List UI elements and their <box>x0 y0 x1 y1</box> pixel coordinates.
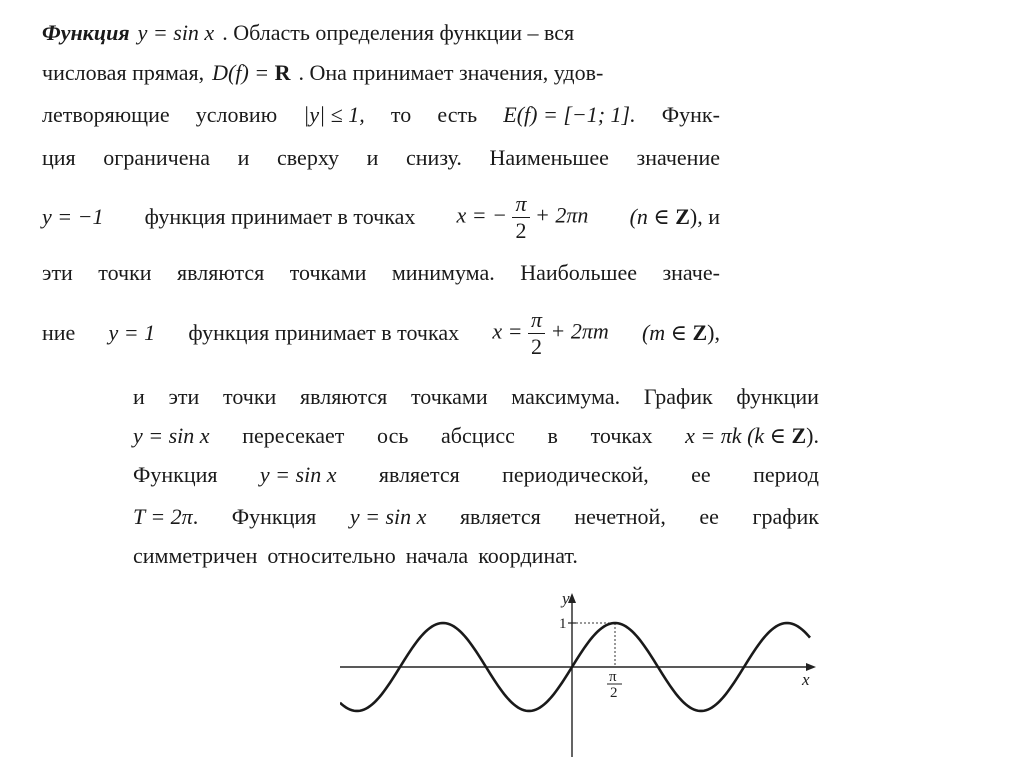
formula-y-sin-x: y = sin x <box>133 423 210 448</box>
y-tick-label: 1 <box>559 616 567 632</box>
p1-line-2 <box>42 58 720 88</box>
symbol-Z: Z <box>675 204 690 229</box>
formula-period: T = 2π <box>133 504 193 529</box>
formula-y-min: y = −1 <box>42 204 104 229</box>
text: функция принимает в точках <box>144 204 416 229</box>
word: ее <box>699 504 719 529</box>
word: относительно <box>267 543 396 568</box>
word: График <box>643 384 713 409</box>
word: симметричен <box>133 543 258 568</box>
fraction-denominator: 2 <box>515 217 527 243</box>
p1-line-6 <box>42 258 720 288</box>
formula-x-eq-minus: x = − <box>456 202 507 228</box>
text: ), и <box>689 204 720 229</box>
word: эти <box>42 260 73 285</box>
p1-line-7 <box>42 302 720 364</box>
formula-range: E(f) = [−1; 1]. <box>503 102 636 127</box>
p1-line-4 <box>42 143 720 173</box>
formula-m-in: (m ∈ <box>641 320 693 345</box>
word: Наибольшее <box>520 260 637 285</box>
sine-graph-svg <box>340 585 824 760</box>
formula-abs-y: |y| ≤ 1, <box>303 102 365 127</box>
fraction-denominator: 2 <box>530 333 542 359</box>
word: Функ- <box>661 102 720 127</box>
formula-y-sin-x: y = sin x <box>259 462 337 487</box>
word: Наименьшее <box>489 145 609 170</box>
x-axis-label: x <box>802 670 810 689</box>
word: точках <box>590 423 653 448</box>
symbol-Z: Z <box>692 320 708 345</box>
word: является <box>459 504 541 529</box>
formula-x-pik: x = πk (k ∈ <box>685 423 792 448</box>
word: значение <box>636 145 720 170</box>
p2-line-4 <box>133 502 819 532</box>
text: ), <box>707 320 720 345</box>
word: Функция <box>231 504 317 529</box>
word: периодической, <box>502 462 649 487</box>
word: значе- <box>662 260 720 285</box>
word: максимума. <box>511 384 621 409</box>
formula-plus-2pim: + 2πm <box>550 318 609 344</box>
word: график <box>752 504 819 529</box>
text: . Область определения функции – вся <box>222 20 575 45</box>
word: абсцисс <box>441 423 515 448</box>
word: начала <box>405 543 469 568</box>
formula-n-in: (n ∈ <box>629 204 676 229</box>
word: пересекает <box>242 423 345 448</box>
word: функции <box>736 384 819 409</box>
word: ось <box>377 423 409 448</box>
word: и <box>133 384 145 409</box>
word: является <box>378 462 460 487</box>
symbol-R: R <box>274 60 291 85</box>
word: в <box>547 423 558 448</box>
word: условию <box>195 102 278 127</box>
word: минимума. <box>391 260 495 285</box>
word: ее <box>691 462 711 487</box>
word: и <box>366 145 379 170</box>
symbol-Z: Z <box>791 423 807 448</box>
x-tick-denominator: 2 <box>610 685 618 701</box>
word: являются <box>177 260 265 285</box>
formula-domain: D(f) = <box>212 60 275 85</box>
p2-line-2 <box>133 421 819 451</box>
word: то <box>390 102 412 127</box>
fraction-pi-over-2 <box>512 191 529 244</box>
p2-line-3 <box>133 460 819 490</box>
formula-y-sin-x: y = sin x <box>349 504 427 529</box>
fraction-numerator: π <box>528 307 545 334</box>
word: эти <box>168 384 200 409</box>
formula-x-eq: x = <box>492 318 523 344</box>
word: снизу. <box>406 145 462 170</box>
word: являются <box>300 384 388 409</box>
word: точки <box>223 384 277 409</box>
word: есть <box>437 102 478 127</box>
word: летворяющие <box>42 102 170 127</box>
text: функция принимает в точках <box>188 320 460 345</box>
word: ние <box>42 320 76 345</box>
word: и <box>237 145 250 170</box>
word: период <box>753 462 819 487</box>
p1-line-5 <box>42 186 720 248</box>
word: точками <box>410 384 488 409</box>
word: нечетной, <box>574 504 666 529</box>
text: ). <box>806 423 819 448</box>
word: ция <box>42 145 76 170</box>
x-tick-numerator: π <box>609 669 617 685</box>
y-axis-label: y <box>562 589 570 608</box>
word: точки <box>98 260 152 285</box>
formula-y-max: y = 1 <box>108 320 156 345</box>
formula-y-sin-x: y = sin x <box>137 20 215 45</box>
word: Функция <box>133 462 218 487</box>
fraction-pi-over-2 <box>528 307 545 360</box>
text: . <box>192 504 199 529</box>
p1-line-1 <box>42 18 720 48</box>
word: координат. <box>478 543 578 568</box>
word: сверху <box>277 145 339 170</box>
text: числовая прямая, <box>42 60 205 85</box>
word: ограничена <box>103 145 210 170</box>
fraction-numerator: π <box>512 191 529 218</box>
p2-line-5 <box>133 541 819 571</box>
sine-graph <box>340 585 824 760</box>
word-function-bold: Функция <box>42 20 130 45</box>
formula-plus-2pin: + 2πn <box>535 202 589 228</box>
text: . Она принимает значения, удов- <box>298 60 604 85</box>
p2-line-1 <box>133 382 819 412</box>
p1-line-3 <box>42 100 720 130</box>
word: точками <box>289 260 367 285</box>
